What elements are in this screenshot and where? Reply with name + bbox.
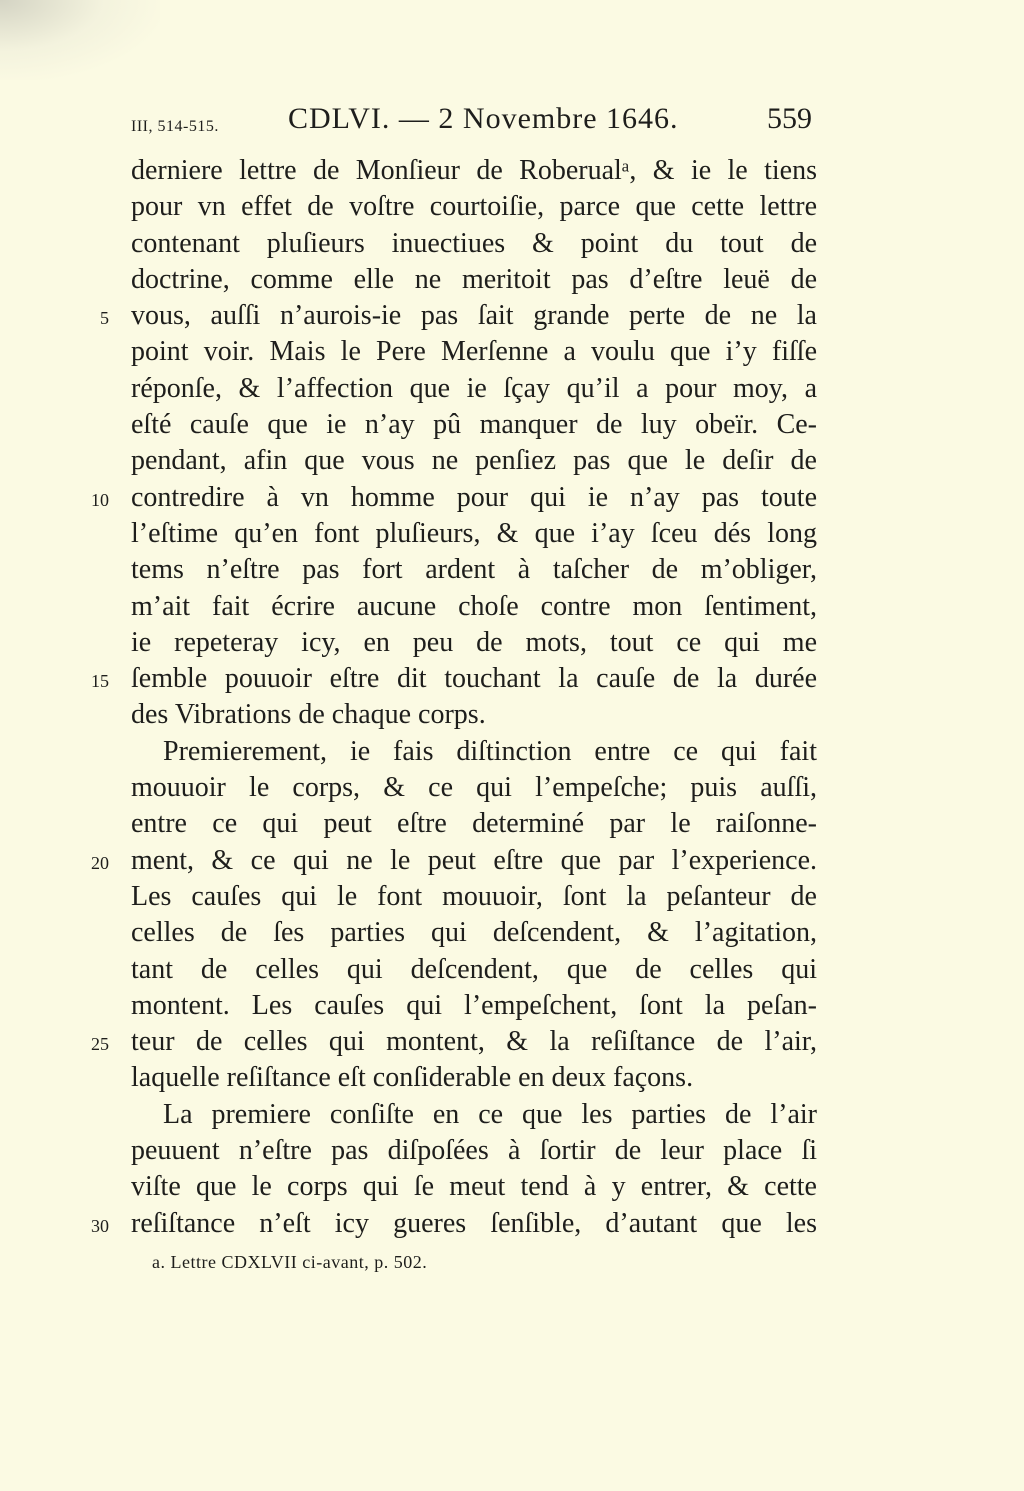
letter-body xyxy=(91,153,817,1242)
text-line xyxy=(131,443,817,479)
text-line xyxy=(91,480,817,516)
text-line xyxy=(131,697,817,733)
volume-reference: III, 514-515. xyxy=(131,118,219,135)
text-line xyxy=(131,806,817,842)
footnote: a. Lettre CDXLVII ci-avant, p. 502. xyxy=(152,1252,428,1272)
text-line xyxy=(131,589,817,625)
line-text: vous, auſſi n’aurois-ie pas ſait grande perte de ne la xyxy=(131,300,817,332)
line-text: Les cauſes qui le font mouuoir, ſont la peſanteur de xyxy=(131,880,817,912)
line-text: ſemble pouuoir eſtre dit touchant la cauſe de la durée xyxy=(131,663,817,695)
line-number: 15 xyxy=(91,671,109,692)
line-text: réponſe, & l’affection que ie ſçay qu’il a pour moy, a xyxy=(131,372,817,404)
text-line xyxy=(131,189,817,225)
line-number: 5 xyxy=(100,308,109,329)
line-text: entre ce qui peut eſtre determiné par le raiſonne- xyxy=(131,808,817,840)
line-text: derniere lettre de Monſieur de Roberualᵃ, & ie le tiens xyxy=(131,155,817,186)
line-text: mouuoir le corps, & ce qui l’empeſche; puis auſſi, xyxy=(131,772,817,804)
text-line xyxy=(91,843,817,879)
line-text: celles de ſes parties qui deſcendent, & l’agitation, xyxy=(131,917,817,949)
text-line xyxy=(131,879,817,915)
text-line xyxy=(131,770,817,806)
text-line xyxy=(91,661,817,697)
line-text: laquelle reſiſtance eſt conſiderable en deux façons. xyxy=(131,1062,694,1094)
line-text: des Vibrations de chaque corps. xyxy=(131,699,486,731)
text-line xyxy=(131,153,817,189)
line-text: peuuent n’eſtre pas diſpoſées à ſortir de leur place ſi xyxy=(131,1135,817,1167)
line-text: m’ait fait écrire aucune choſe contre mon ſentiment, xyxy=(131,590,817,622)
text-line xyxy=(131,952,817,988)
text-line xyxy=(91,1024,817,1060)
text-line xyxy=(131,625,817,661)
line-text: tems n’eſtre pas fort ardent à taſcher de m’obliger, xyxy=(131,554,817,586)
text-line xyxy=(131,371,817,407)
line-text: point voir. Mais le Pere Merſenne a voulu que i’y fiſſe xyxy=(131,336,817,368)
line-text: La premiere conſiſte en ce que les parties de l’air xyxy=(163,1098,817,1130)
page-corner-shadow xyxy=(0,0,160,80)
line-text: montent. Les cauſes qui l’empeſchent, ſont la peſan- xyxy=(131,989,817,1021)
text-line xyxy=(131,552,817,588)
running-header xyxy=(0,100,1024,150)
line-text: contenant pluſieurs inuectiues & point du tout de xyxy=(131,227,817,259)
text-line xyxy=(131,915,817,951)
line-text: l’eſtime qu’en font pluſieurs, & que i’ay ſceu dés long xyxy=(131,517,817,549)
text-line xyxy=(131,516,817,552)
line-text: contredire à vn homme pour qui ie n’ay pas toute xyxy=(131,481,817,513)
text-line xyxy=(131,1169,817,1205)
line-text: reſiſtance n’eſt icy gueres ſenſible, d’autant que les xyxy=(131,1207,817,1239)
text-line xyxy=(131,334,817,370)
line-number: 20 xyxy=(91,852,109,873)
letter-title: CDLVI. — 2 Novembre 1646. xyxy=(288,102,679,135)
text-line xyxy=(131,1060,817,1096)
line-text: teur de celles qui montent, & la reſiſtance de l’air, xyxy=(131,1026,817,1058)
text-line xyxy=(100,298,817,334)
text-line xyxy=(131,734,817,770)
line-text: doctrine, comme elle ne meritoit pas d’eſtre leuë de xyxy=(131,263,817,295)
text-line xyxy=(131,988,817,1024)
text-line xyxy=(131,262,817,298)
text-line xyxy=(91,1206,817,1242)
line-text: tant de celles qui deſcendent, que de celles qui xyxy=(131,953,817,985)
line-text: ment, & ce qui ne le peut eſtre que par l’experience. xyxy=(131,844,817,876)
text-line xyxy=(131,1097,817,1133)
line-text: eſté cauſe que ie n’ay pû manquer de luy obeïr. Ce- xyxy=(131,409,817,441)
line-number: 10 xyxy=(91,489,109,510)
line-text: pour vn effet de voſtre courtoiſie, parce que cette lettre xyxy=(131,191,817,223)
line-text: viſte que le corps qui ſe meut tend à y entrer, & cette xyxy=(131,1171,817,1203)
line-text: ie repeteray icy, en peu de mots, tout ce qui me xyxy=(131,626,817,658)
text-line xyxy=(131,407,817,443)
text-line xyxy=(131,1133,817,1169)
line-number: 25 xyxy=(91,1034,109,1055)
line-number: 30 xyxy=(91,1215,109,1236)
page-number: 559 xyxy=(767,102,812,135)
line-text: Premierement, ie fais diſtinction entre ce qui fait xyxy=(163,735,817,767)
text-line xyxy=(131,226,817,262)
line-text: pendant, afin que vous ne penſiez pas que le deſir de xyxy=(131,445,817,477)
